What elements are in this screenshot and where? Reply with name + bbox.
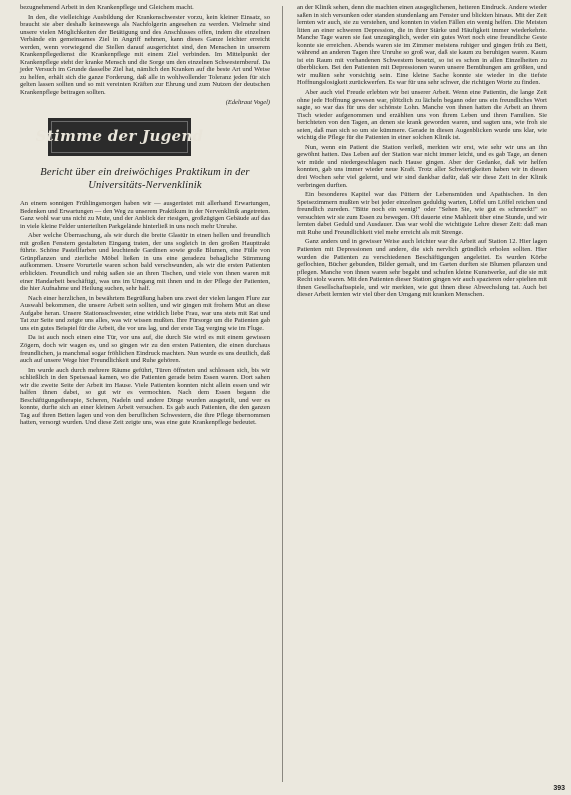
section-banner-title: Stimme der Jugend bbox=[35, 127, 204, 146]
article-title: Bericht über ein dreiwöchiges Praktikum in der Universitäts-Nervenklinik bbox=[40, 167, 250, 192]
author-signature: (Edeltraut Vogel) bbox=[225, 98, 270, 106]
intro-paragraph: In den, die vielleichige Ausbildung der Krankenschwester vorzu, kein kleiner Einsatz, so braucht sie aber deshalb keineswegs als Nachfolgerin angesehen zu werden. Vielmehr sind unsere vielen Möglichkeiten der Betätigung und des Anschlusses offen, indem die einzelnen Verbände ein gemeinsames Ziel in Angriff nehmen, kann dieses Ganze leichter erreicht werden, wenn vorwiegend die Stellen darauf ausgerichtet sind, den Menschen in unserem Krankenpflegedienst die Krankenpflege mit einem Ziel verbinden. Im Mittelpunkt der Krankenpflege steht der kranke Mensch und die Sorge um den einzelnen Schwesternberuf. Da jeder Versuch im Grunde dasselbe Ziel hat, nämlich den Kranken auf die beste Art und Weise zu helfen, erhält sich die ganze Forderung, daß alle in wohlwollender Toleranz jeden für sich gelten lassen sollten und so mit vereinten Kräften zur Ehrung und zum Nutzen der deutschen Krankenpflege beitragen sollten. bbox=[20, 13, 270, 97]
article-paragraph: Ganz anders und in gewisser Weise auch leichter war die Arbeit auf Station 12. Hier lagen Patienten mit Depressionen und andere, die sich nervlich gründlich erholen sollten. Hier wurden die Patienten zu verschiedenen Beschäftigungen angeleitet. Es wurden Körbe geflochten, Bücher gebunden, Bilder gemalt, und im Garten durften sie Blumen pflanzen und pflegen. Manche von ihnen waren sehr begabt und schufen kleine Kunstwerke, auf die sie mit Recht stolz waren. Mit den Patienten dieser Station gingen wir auch spazieren oder spielten mit ihnen Gesellschaftsspiele, und wir merkten, wie gut ihnen diese Abwechslung tat. Auch bei dieser Arbeit lernten wir viel über den Umgang mit kranken Menschen. bbox=[297, 238, 547, 299]
section-banner bbox=[35, 118, 204, 156]
article-paragraph: Ein besonderes Kapitel war das Füttern der Lebensmüden und Apathischen. In den Speisezimmern mußten wir bei jeder einzelnen geduldig warten, Löffel um Löffel reichen und freundlich zureden. "Bitte noch ein wenig!" oder "Sehen Sie, wie gut es schmeckt!" so versuchten wir sie zum Essen zu bewegen. Oft dauerte eine Mahlzeit über eine Stunde, und wir lernten dabei Geduld und Ausdauer. Das war wohl die wichtigste Lehre dieser Zeit: daß man mit Ruhe und Freundlichkeit viel mehr erreicht als mit Strenge. bbox=[297, 191, 547, 236]
article-paragraph: An einem sonnigen Frühlingsmorgen haben wir — ausgerüstet mit allerhand Erwartungen, Bedenken und Erwartungen — den Weg zu unserem Praktikum in der Nervenklinik angetreten. Ganz wohl war uns nicht zu Mute, und der Anblick der riesigen, großzügigen Gebäude auf das in viele kleine Felder unterteilten Parkgelände hinterließ in uns noch mehr Unruhe. bbox=[20, 200, 270, 230]
article-paragraph: Nach einer herzlichen, in bewährtem Begrüßung haben uns zwei der vielen langen Flure zur Auswahl bekommen, die unsere Arbeit sein sollten, und wir gingen mit frohem Mut an diese Aufgabe heran. Unsere Stationsschwester, eine wirklich liebe Frau, war uns stets mit Rat und Tat zur Seite und zeigte uns alles, was wir wissen mußten. Ihre Fürsorge um die Patienten gab uns ein gutes Beispiel für die Arbeit, die vor uns lag, und der erste Tag verging wie im Fluge. bbox=[20, 294, 270, 332]
right-column bbox=[297, 4, 547, 301]
left-column bbox=[20, 4, 270, 429]
article-paragraph: Nun, wenn ein Patient die Station verließ, merkten wir erst, wie sehr wir uns an ihn gewöhnt hatten. Das Leben auf der Station war nicht immer leicht, und es gab Tage, an denen wir müde und niedergeschlagen nach Hause gingen. Aber der Gedanke, daß wir helfen konnten, gab uns immer wieder neue Kraft. Trotz aller Schwierigkeiten haben wir in diesen drei Wochen sehr viel gelernt, und wir sind dankbar dafür, daß wir diese Zeit in der Klinik verbringen durften. bbox=[297, 143, 547, 189]
column-divider bbox=[282, 6, 283, 782]
article-paragraph: an der Klinik sehen, denn die machten einen ausgeglichenen, heiteren Eindruck. Andere wieder saßen in sich versunken oder standen stundenlang am Fenster und blickten hinaus. Mit der Zeit lernten wir auch, sie zu verstehen, und konnten in vielen Fällen ein wenig helfen. Die Meisten litten an einer schweren Depression, die in ihrer Stärke und Häufigkeit immer wiederkehrte. Manche Tage waren sie fast unzugänglich, weder ein gutes Wort noch eine freundliche Geste konnte sie erreichen. Abends waren sie im Zimmer meistens ruhiger und gingen früh zu Bett, während an anderen Tagen ihre Unruhe so groß war, daß sie kaum zu beruhigen waren. Kaum ist ein Raum mit vorhandenen Schwestern besetzt, so ist es schon in allen Einzelheiten zu überblicken. Bei den Patienten mit Depressionen waren unsere Bemühungen am größten, und wir mußten sehr vorsichtig sein. Eine kleine Sache konnte sie wieder in die tiefste Hoffnungslosigkeit zurückwerfen. Es war für uns sehr schwer, die richtigen Worte zu finden. bbox=[297, 4, 547, 87]
article-paragraph: Aber welche Überraschung, als wir durch die breite Glastür in einen hellen und freundlich mit großen Fenstern gestalteten Eingang traten, der uns sogleich in den großen Haupttrakt führte. Schöne Pastellfarben und leuchtende Gardinen sowie große Blumen, eine Fülle von Grünpflanzen und zierliche Möbel ließen in uns eine geradezu behagliche Stimmung aufkommen. Unsere Vorurteile waren schon bald verschwunden, als wir die ersten Patienten erblickten. Freundlich und ruhig saßen sie an ihren Tischen, und viele von ihnen waren mit einer Handarbeit beschäftigt, was uns im Umgang mit ihnen und in der Pflege der Patienten, die hier Aufnahme und Heilung suchen, sehr half. bbox=[20, 232, 270, 293]
page-number: 393 bbox=[553, 785, 565, 792]
article-paragraph: Da ist auch noch einen eine Tür, vor uns auf, die durch Sie wird es mit einem gewissen Zögern, doch wir wagen es, und so gingen wir zu den ersten Patienten, die einen durchaus freundlichen, ja manchmal sogar fröhlichen Eindruck machten. Nun wurde es uns deutlich, daß auch auf unsere Wege hier Freundlichkeit und Ruhe gehören. bbox=[20, 334, 270, 365]
article-paragraph: Im wurde auch durch mehrere Räume geführt, Türen öffneten und schlossen sich, bis wir schließlich in den Speisesaal kamen, wo die Patienten gerade beim Essen waren. Dort sahen wir die zweite Seite der Arbeit im Hause. Viele Patienten konnten nicht allein essen und wir halfen ihnen dabei, so gut wir es vermochten. Nach dem Essen begann die Beschäftigungstherapie, Scheren, Nadeln und andere Dinge wurden ausgeteilt, und wer es konnte, durfte sich an einer kleinen Arbeit versuchen. Es gab auch Patienten, die den ganzen Tag auf ihren Betten lagen und von den beruflichen Schwestern, die ihre Pflege übernommen hatten, versorgt wurden. Und diese Zeit zeigte uns, was eine gute Krankenpflege bedeutet. bbox=[20, 366, 270, 427]
intro-paragraph: bezugnehmend Arbeit in den Krankenpflege und Gleichem macht. bbox=[20, 4, 194, 11]
article-paragraph: Aber auch viel Freude erlebten wir bei unserer Arbeit. Wenn eine Patientin, die lange Zeit ohne jede Hoffnung gewesen war, plötzlich zu lächeln begann oder uns ein freundliches Wort sagte, so war das für uns der schönste Lohn. Manche von ihnen hatten die Arbeit an ihrem Tisch wieder aufgenommen und erzählten uns von ihrem Leben und ihren Familien. Sie berichteten von den Tagen, an denen sie krank geworden waren, und sagten uns, wie froh sie seien, daß man sich so um sie kümmere. Gerade in diesen Augenblicken wurde uns klar, wie wichtig die Pflege für die Patienten in einer solchen Klinik ist. bbox=[297, 89, 547, 142]
